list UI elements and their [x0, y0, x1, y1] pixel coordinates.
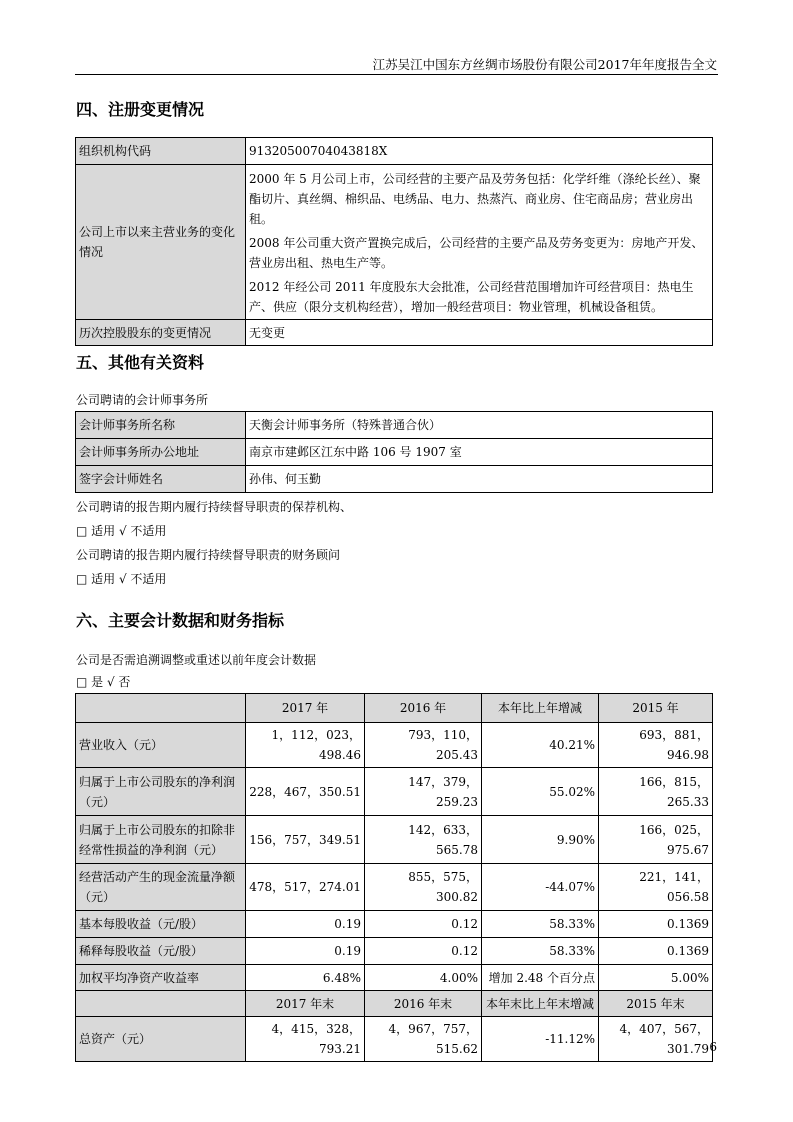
row-label: 稀释每股收益（元/股）	[76, 938, 246, 965]
table-row	[76, 1017, 713, 1062]
value-cell: 4.00%	[365, 965, 482, 991]
accountant-table	[75, 411, 713, 493]
paragraph: 2000 年 5 月公司上市，公司经营的主要产品及劳务包括：化学纤维（涤纶长丝）、聚酯切片、真丝绸、棉织品、电绣品、电力、热蒸汽、商业房、住宅商品房；营业房出租。	[249, 172, 701, 226]
value-cell: -11.12%	[482, 1017, 599, 1062]
value: 91320500704043818X	[246, 138, 713, 165]
value-cell: 40.21%	[482, 723, 599, 768]
section-4-title: 四、注册变更情况	[76, 100, 205, 119]
label: 组织机构代码	[76, 138, 246, 165]
label: 签字会计师姓名	[76, 466, 246, 493]
empty-header-cell	[76, 991, 246, 1017]
table-row	[76, 816, 713, 864]
table-row	[76, 165, 713, 320]
row-label: 经营活动产生的现金流量净额（元）	[76, 864, 246, 911]
value-cell: 693，881，946.98	[599, 723, 713, 768]
row-label: 总资产（元）	[76, 1017, 246, 1062]
column-header: 2016 年	[365, 694, 482, 723]
table-row	[76, 439, 713, 466]
column-header: 2015 年	[599, 694, 713, 723]
column-header: 本年末比上年末增减	[482, 991, 599, 1017]
column-header: 本年比上年增减	[482, 694, 599, 723]
question-text: 公司聘请的报告期内履行持续督导职责的财务顾问	[76, 548, 341, 562]
table-row	[76, 911, 713, 938]
value-cell: 4，415，328，793.21	[246, 1017, 365, 1062]
value: 无变更	[246, 320, 713, 346]
value-cell: 0.1369	[599, 938, 713, 965]
label: 历次控股股东的变更情况	[76, 320, 246, 346]
label: 公司上市以来主营业务的变化情况	[76, 165, 246, 320]
paragraph: 2012 年经公司 2011 年度股东大会批准，公司经营范围增加许可经营项目：热电生产、供应（限分支机构经营），增加一般经营项目：物业管理，机械设备租赁。	[249, 280, 694, 314]
value-cell: 6.48%	[246, 965, 365, 991]
table-row	[76, 466, 713, 493]
table-row	[76, 965, 713, 991]
value-cell: 9.90%	[482, 816, 599, 864]
value	[246, 165, 713, 320]
value: 孙伟、何玉勤	[246, 466, 713, 493]
row-label: 归属于上市公司股东的净利润（元）	[76, 768, 246, 816]
value-cell: 5.00%	[599, 965, 713, 991]
value-cell: 166，025，975.67	[599, 816, 713, 864]
page-number: 6	[709, 1040, 717, 1054]
value-cell: 142，633，565.78	[365, 816, 482, 864]
value-cell: 55.02%	[482, 768, 599, 816]
answer-checkbox: □ 是 √ 否	[76, 675, 131, 689]
value-cell: 228，467，350.51	[246, 768, 365, 816]
value-cell: 478，517，274.01	[246, 864, 365, 911]
header-row	[76, 694, 713, 723]
value-cell: 156，757，349.51	[246, 816, 365, 864]
table-row	[76, 768, 713, 816]
row-label: 归属于上市公司股东的扣除非经常性损益的净利润（元）	[76, 816, 246, 864]
table-row	[76, 320, 713, 346]
value-cell: 58.33%	[482, 911, 599, 938]
column-header: 2016 年末	[365, 991, 482, 1017]
intro-text: 公司聘请的会计师事务所	[76, 393, 209, 407]
value-cell: 0.12	[365, 911, 482, 938]
value-cell: 221，141，056.58	[599, 864, 713, 911]
value-cell: 793，110，205.43	[365, 723, 482, 768]
row-label: 基本每股收益（元/股）	[76, 911, 246, 938]
value-cell: 147，379，259.23	[365, 768, 482, 816]
value-cell: 166，815，265.33	[599, 768, 713, 816]
column-header: 2017 年	[246, 694, 365, 723]
value: 天衡会计师事务所（特殊普通合伙）	[246, 412, 713, 439]
question-text: 公司聘请的报告期内履行持续督导职责的保荐机构、	[76, 500, 353, 514]
table-row	[76, 412, 713, 439]
value-cell: 4，967，757，515.62	[365, 1017, 482, 1062]
question-text: 公司是否需追溯调整或重述以前年度会计数据	[76, 653, 317, 667]
value-cell: -44.07%	[482, 864, 599, 911]
answer-checkbox: □ 适用 √ 不适用	[76, 524, 167, 538]
row-label: 营业收入（元）	[76, 723, 246, 768]
row-label: 加权平均净资产收益率	[76, 965, 246, 991]
header-rule	[75, 74, 718, 75]
table-row	[76, 138, 713, 165]
value-cell: 增加 2.48 个百分点	[482, 965, 599, 991]
value-cell: 1，112，023，498.46	[246, 723, 365, 768]
header-row	[76, 991, 713, 1017]
value-cell: 0.12	[365, 938, 482, 965]
section-5-title: 五、其他有关资料	[76, 353, 205, 372]
value-cell: 58.33%	[482, 938, 599, 965]
table-row	[76, 938, 713, 965]
registration-table	[75, 137, 713, 346]
value-cell: 855，575，300.82	[365, 864, 482, 911]
value: 南京市建邺区江东中路 106 号 1907 室	[246, 439, 713, 466]
paragraph: 2008 年公司重大资产置换完成后，公司经营的主要产品及劳务变更为：房地产开发、营业房出租、热电生产等。	[249, 236, 704, 270]
value-cell: 0.19	[246, 911, 365, 938]
value-cell: 0.19	[246, 938, 365, 965]
column-header: 2015 年末	[599, 991, 713, 1017]
empty-header-cell	[76, 694, 246, 723]
table-row	[76, 723, 713, 768]
label: 会计师事务所名称	[76, 412, 246, 439]
label: 会计师事务所办公地址	[76, 439, 246, 466]
value-cell: 0.1369	[599, 911, 713, 938]
table-row	[76, 864, 713, 911]
section-6-title: 六、主要会计数据和财务指标	[76, 611, 285, 630]
column-header: 2017 年末	[246, 991, 365, 1017]
running-header: 江苏吴江中国东方丝绸市场股份有限公司2017年年度报告全文	[372, 57, 717, 72]
financial-data-table	[75, 693, 713, 1062]
answer-checkbox: □ 适用 √ 不适用	[76, 572, 167, 586]
value-cell: 4，407，567，301.79	[599, 1017, 713, 1062]
